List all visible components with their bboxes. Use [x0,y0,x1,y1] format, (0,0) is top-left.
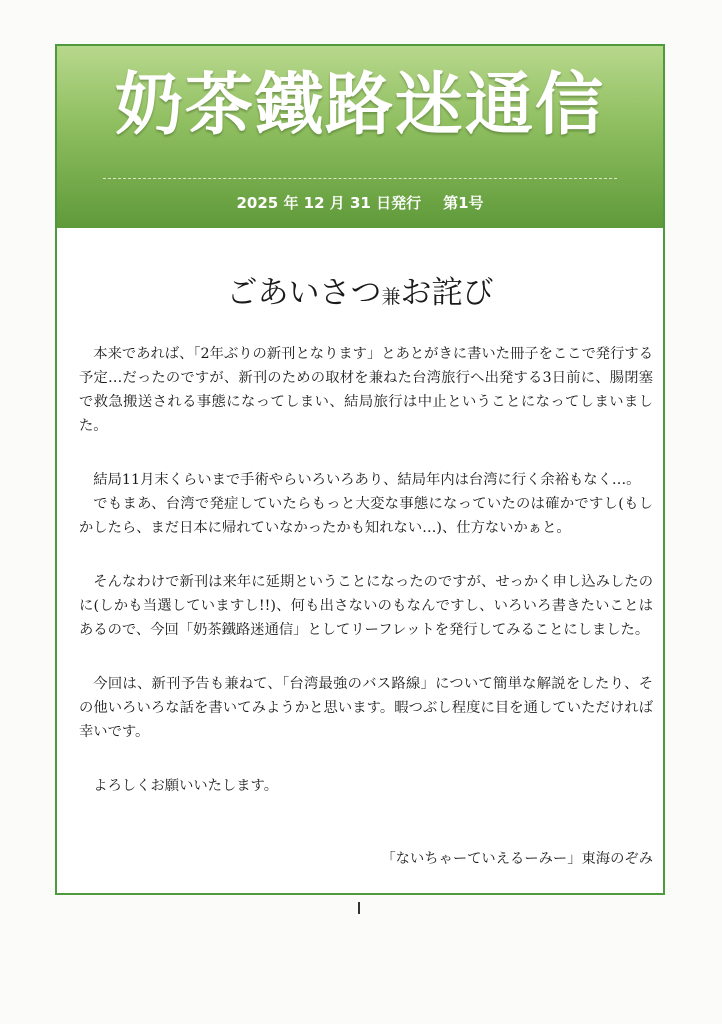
paragraph: でもまあ、台湾で発症していたらもっと大変な事態になっていたのは確かですし(もしかしたら、まだ日本に帰れていなかったかも知れない…)、仕方ないかぁと。 [79,496,653,536]
issue-date: 2025 年 12 月 31 日発行 [236,194,422,212]
article-body [79,342,653,828]
issue-info [57,192,663,213]
article-title [57,275,663,311]
paragraph: 結局11月末くらいまで手術やらいろいろあり、結局年内は台湾に行く余裕もなく…。 [93,472,641,488]
paragraph: 本来であれば、「2年ぶりの新刊となります」とあとがきに書いた冊子をここで発行する予定…だったのですが、新刊のための取材を兼ねた台湾旅行へ出発する3日前に、腸閉塞で救急搬送される事態になってしまい、結局旅行は中止ということになってしまいました。 [79,346,653,434]
masthead-divider [103,178,617,179]
issue-number: 第1号 [443,194,484,212]
title-joiner: 兼 [381,286,401,308]
paragraph: そんなわけで新刊は来年に延期ということになったのですが、せっかく申し込みしたのに(しかも当選していますし!!)、何も出さないのもなんですし、いろいろ書きたいことはあるので、今回「奶茶鐵路迷通信」としてリーフレットを発行してみることにしました。 [79,574,653,638]
title-main: ごあいさつ [226,275,382,311]
paragraph: よろしくお願いいたします。 [93,778,279,794]
leaflet-frame [55,44,665,895]
masthead-banner [57,46,663,228]
title-tail: お詫び [400,275,494,311]
paragraph: 今回は、新刊予告も兼ねて、「台湾最強のバス路線」について簡単な解説をしたり、その他いろいろな話を書いてみようかと思います。暇つぶし程度に目を通していただければ幸いです。 [79,676,653,740]
masthead-title: 奶茶鐵路迷通信 [114,66,605,145]
author-signature: 「ないちゃーていえるーみー」東海のぞみ [381,851,653,867]
page-marker [358,902,360,914]
